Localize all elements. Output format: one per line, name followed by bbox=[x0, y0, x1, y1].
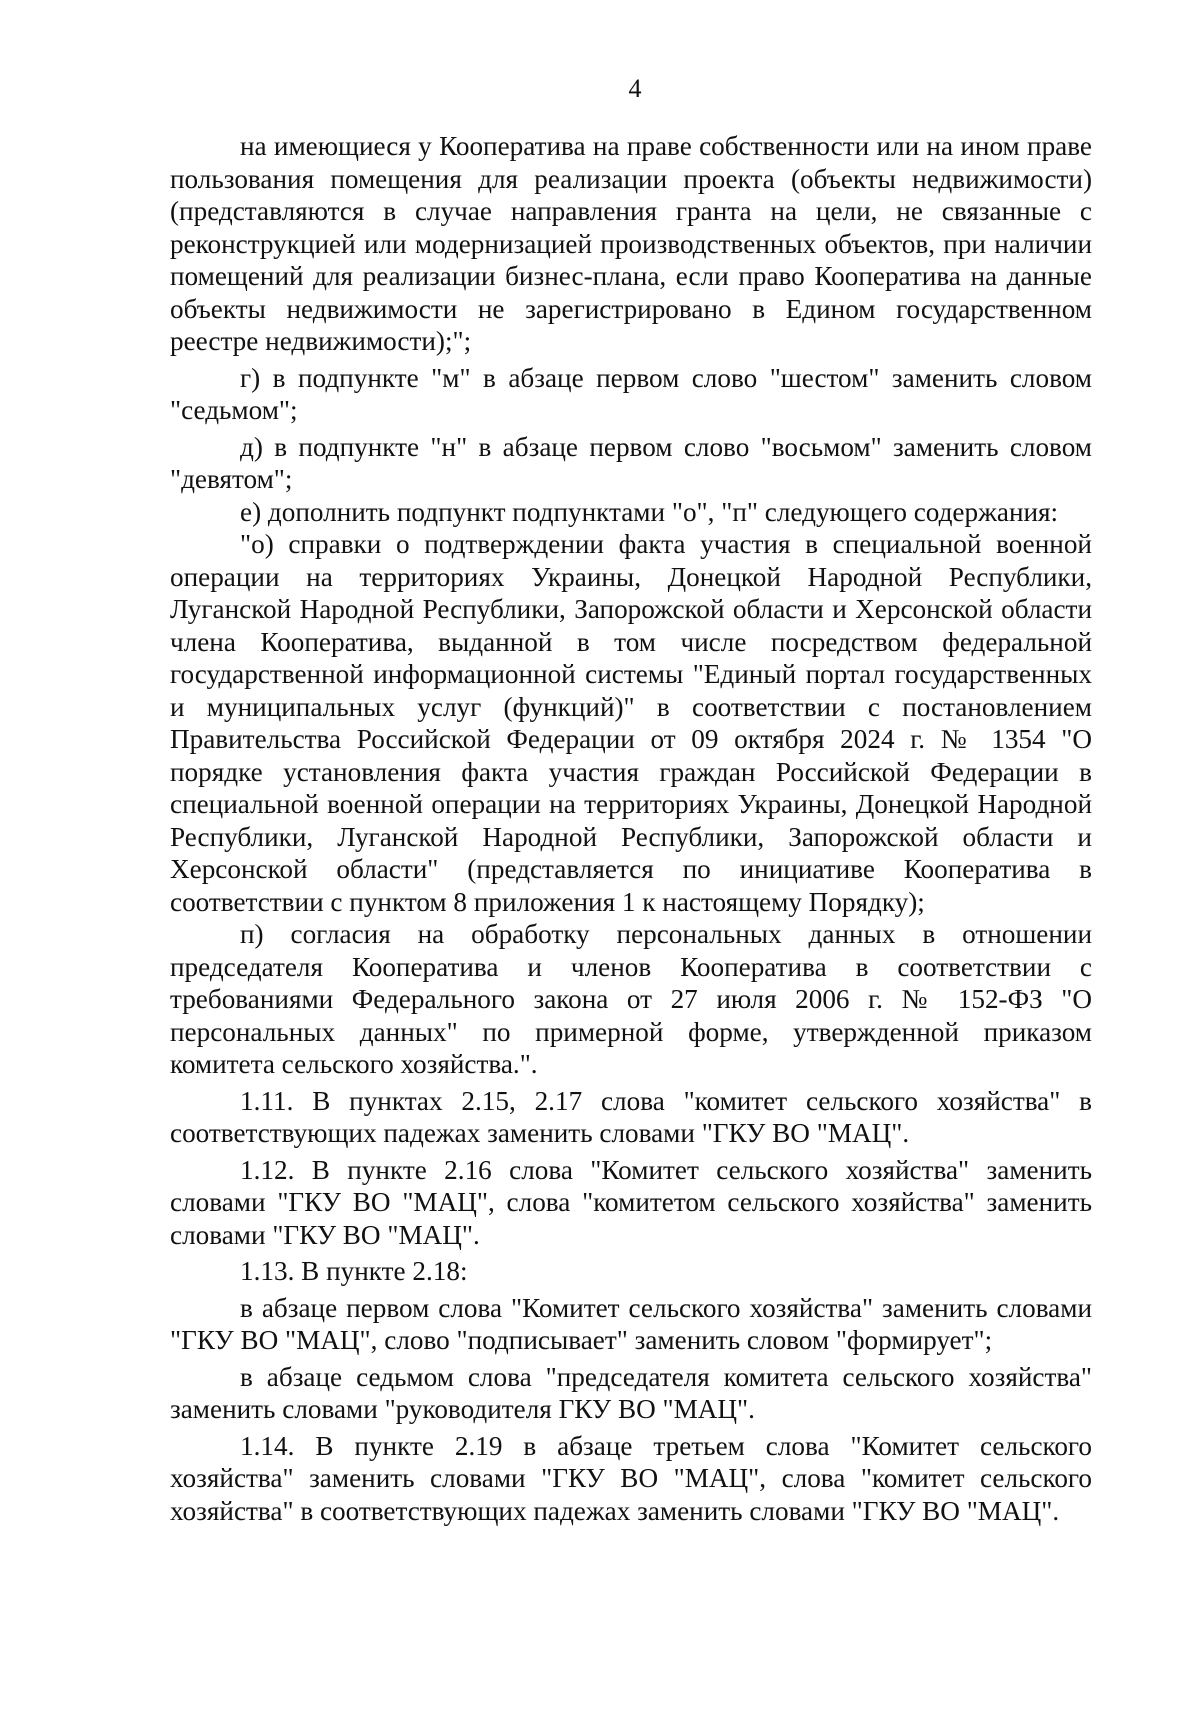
paragraph-subitem-p: п) согласия на обработку персональных данных в отношении председателя Кооператива и членов Кооператива в соответствии с требованиями Федерального закона от 27 июля 2006 г. № 152-ФЗ "О персональных данных" по примерной форме, утвержденной приказом комитета сельского хозяйства.". bbox=[170, 919, 1092, 1079]
paragraph-subitem-d: д) в подпункте "н" в абзаце первом слово "восьмом" заменить словом "девятом"; bbox=[170, 431, 1092, 494]
paragraph-item-1-13-first: в абзаце первом слова "Комитет сельского хозяйства" заменить словами "ГКУ ВО "МАЦ", слово "подписывает" заменить словом "формирует"; bbox=[170, 1292, 1092, 1355]
paragraph-subitem-g: г) в подпункте "м" в абзаце первом слово "шестом" заменить словом "седьмом"; bbox=[170, 362, 1092, 425]
paragraph-item-1-11: 1.11. В пунктах 2.15, 2.17 слова "комитет сельского хозяйства" в соответствующих падежах заменить словами "ГКУ ВО "МАЦ". bbox=[170, 1085, 1092, 1148]
paragraph-item-1-14: 1.14. В пункте 2.19 в абзаце третьем слова "Комитет сельского хозяйства" заменить словами "ГКУ ВО "МАЦ", слова "комитет сельского хозяйства" в соответствующих падежах заменить словами "ГКУ ВО "МАЦ". bbox=[170, 1430, 1092, 1526]
paragraph-subitem-o: "о) справки о подтверждении факта участия в специальной военной операции на территориях Украины, Донецкой Народной Республики, Луганской Народной Республики, Запорожской области и Херсонской области члена Кооператива, выданной в том числе посредством федеральной государственной информационной системы "Единый портал государственных и муниципальных услуг (функций)" в соответствии с постановлением Правительства Российской Федерации от 09 октября 2024 г. № 1354 "О порядке установления факта участия граждан Российской Федерации в специальной военной операции на территориях Украины, Донецкой Народной Республики, Луганской Народной Республики, Запорожской области и Херсонской области" (представляется по инициативе Кооператива в соответствии с пунктом 8 приложения 1 к настоящему Порядку); bbox=[170, 529, 1092, 917]
paragraph-premises-documents: на имеющиеся у Кооператива на праве собственности или на ином праве пользования помещения для реализации проекта (объекты недвижимости) (представляются в случае направления гранта на цели, не связанные с реконструкцией или модернизацией производственных объектов, при наличии помещений для реализации бизнес-плана, если право Кооператива на данные объекты недвижимости не зарегистрировано в Едином государственном реестре недвижимости);"; bbox=[170, 131, 1092, 356]
paragraph-item-1-13: 1.13. В пункте 2.18: bbox=[240, 1256, 468, 1286]
paragraph-item-1-12: 1.12. В пункте 2.16 слова "Комитет сельского хозяйства" заменить словами "ГКУ ВО "МАЦ", слова "комитетом сельского хозяйства" заменить словами "ГКУ ВО "МАЦ". bbox=[170, 1154, 1092, 1250]
paragraph-subitem-e: е) дополнить подпункт подпунктами "о", "п" следующего содержания: bbox=[240, 496, 1059, 527]
page-number: 4 bbox=[628, 74, 642, 103]
document-body bbox=[170, 130, 1092, 1527]
paragraph-item-1-13-seventh: в абзаце седьмом слова "председателя комитета сельского хозяйства" заменить словами "руководителя ГКУ ВО "МАЦ". bbox=[170, 1361, 1092, 1424]
